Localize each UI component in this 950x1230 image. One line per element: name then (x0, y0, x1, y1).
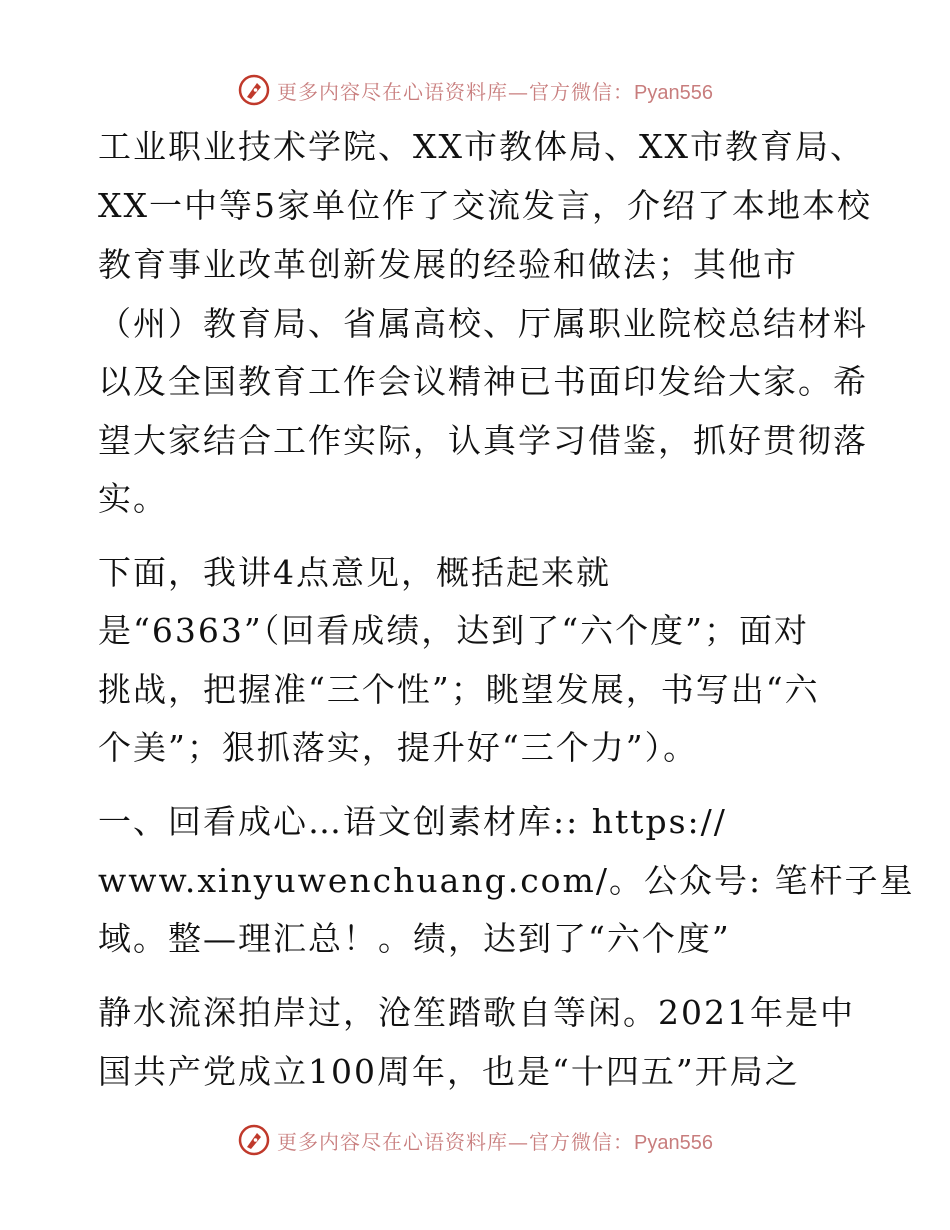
watermark-text (277, 1126, 713, 1155)
body-line: 域。整—理汇总！。绩，达到了“六个度” (98, 919, 731, 958)
body-line: 是“6363”（回看成绩，达到了“六个度”；面对 (98, 611, 809, 650)
body-line: （州）教育局、省属高校、厅属职业院校总结材料 (98, 304, 868, 343)
watermark-text (277, 76, 713, 105)
fountain-pen-nib-logo-icon (237, 73, 271, 107)
body-line: 以及全国教育工作会议精神已书面印发给大家。希 (98, 362, 868, 401)
body-line: 下面，我讲4点意见，概括起来就 (98, 553, 611, 592)
watermark-main-text: 更多内容尽在心语资料库—官方微信： (277, 79, 635, 104)
body-line: 一、回看成心…语文创素材库:: https:// (98, 802, 727, 841)
body-line: 个美”；狠抓落实，提升好“三个力”）。 (98, 728, 699, 767)
body-line: 望大家结合工作实际，认真学习借鉴，抓好贯彻落 (98, 421, 868, 460)
body-line: www.xinyuwenchuang.com/。公众号: 笔杆子星 (98, 861, 915, 900)
watermark-wechat-id: Pyan556 (634, 1131, 713, 1154)
body-line: XX一中等5家单位作了交流发言，介绍了本地本校 (98, 186, 872, 225)
body-line: 挑战，把握准“三个性”；眺望发展，书写出“六 (98, 670, 820, 709)
watermark-main-text: 更多内容尽在心语资料库—官方微信： (277, 1129, 635, 1154)
body-line: 国共产党成立100周年，也是“十四五”开局之 (98, 1052, 800, 1091)
watermark-wechat-id: Pyan556 (634, 81, 713, 104)
fountain-pen-nib-logo-icon (237, 1123, 271, 1157)
body-line: 静水流深拍岸过，沧笙踏歌自等闲。2021年是中 (98, 993, 855, 1032)
body-line: 实。 (98, 479, 168, 518)
body-line: 工业职业技术学院、XX市教体局、XX市教育局、 (98, 127, 865, 166)
header-watermark (0, 70, 950, 110)
footer-watermark (0, 1120, 950, 1160)
body-line: 教育事业改革创新发展的经验和做法；其他市 (98, 245, 798, 284)
